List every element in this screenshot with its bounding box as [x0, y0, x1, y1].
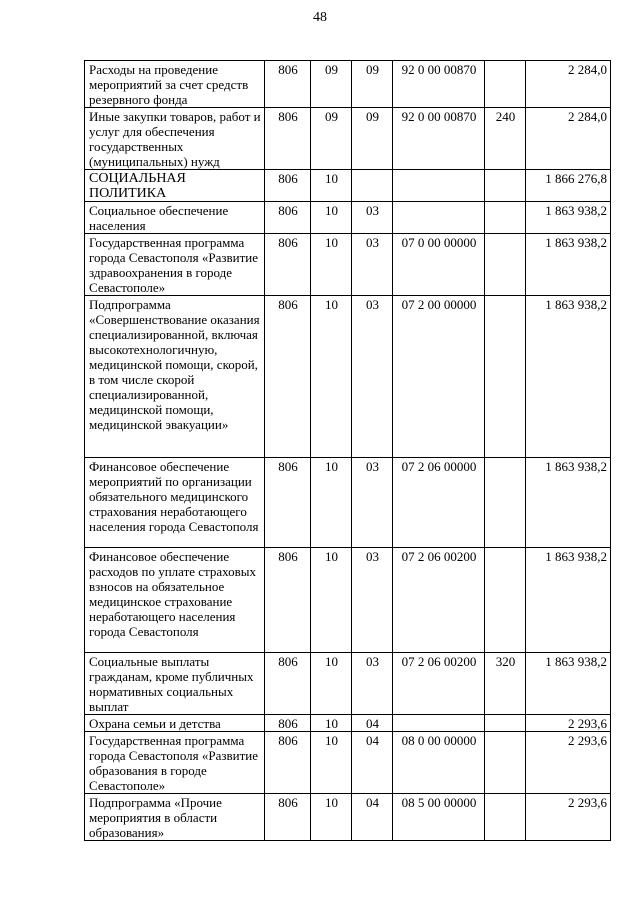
target-code: 92 0 00 00870 [393, 108, 485, 170]
target-code [393, 170, 485, 202]
amount: 2 293,6 [526, 715, 611, 732]
row-name: Социальное обеспечение населения [85, 202, 265, 234]
target-code: 08 0 00 00000 [393, 732, 485, 794]
row-name: Государственная программа города Севастополя «Развитие образования в городе Севастополе» [85, 732, 265, 794]
expense-kind-code [485, 458, 526, 548]
section-code: 10 [311, 715, 352, 732]
target-code: 07 0 00 00000 [393, 234, 485, 296]
row-name: Финансовое обеспечение расходов по уплате страховых взносов на обязательное медицинское страхование неработающего населения города Севастополя [85, 548, 265, 653]
table-row [85, 296, 611, 458]
target-code: 07 2 06 00000 [393, 458, 485, 548]
amount: 2 284,0 [526, 61, 611, 108]
table-row [85, 548, 611, 653]
section-code: 10 [311, 296, 352, 458]
expense-kind-code [485, 732, 526, 794]
amount: 2 293,6 [526, 732, 611, 794]
expense-kind-code [485, 715, 526, 732]
ministry-code: 806 [265, 234, 311, 296]
subsection-code: 03 [352, 653, 393, 715]
table-row [85, 108, 611, 170]
table-row [85, 653, 611, 715]
ministry-code: 806 [265, 170, 311, 202]
section-code: 10 [311, 732, 352, 794]
ministry-code: 806 [265, 108, 311, 170]
expense-kind-code [485, 61, 526, 108]
expense-kind-code [485, 170, 526, 202]
section-code: 10 [311, 794, 352, 841]
amount: 2 293,6 [526, 794, 611, 841]
row-name: Охрана семьи и детства [85, 715, 265, 732]
row-name: Государственная программа города Севастополя «Развитие здравоохранения в городе Севастополе» [85, 234, 265, 296]
amount: 1 863 938,2 [526, 234, 611, 296]
table-row [85, 794, 611, 841]
subsection-code: 03 [352, 202, 393, 234]
amount: 1 863 938,2 [526, 653, 611, 715]
expense-kind-code [485, 296, 526, 458]
target-code [393, 202, 485, 234]
page-number: 48 [313, 10, 327, 25]
target-code: 92 0 00 00870 [393, 61, 485, 108]
subsection-code: 04 [352, 732, 393, 794]
row-name: Расходы на проведение мероприятий за счет средств резервного фонда [85, 61, 265, 108]
amount: 1 863 938,2 [526, 458, 611, 548]
row-name: Подпрограмма «Прочие мероприятия в области образования» [85, 794, 265, 841]
subsection-code: 03 [352, 234, 393, 296]
row-name: Социальные выплаты гражданам, кроме публичных нормативных социальных выплат [85, 653, 265, 715]
target-code [393, 715, 485, 732]
subsection-code: 03 [352, 458, 393, 548]
expense-kind-code [485, 234, 526, 296]
section-code: 10 [311, 202, 352, 234]
expense-kind-code [485, 794, 526, 841]
row-name: СОЦИАЛЬНАЯ ПОЛИТИКА [85, 170, 265, 202]
subsection-code: 04 [352, 794, 393, 841]
ministry-code: 806 [265, 653, 311, 715]
table-row [85, 234, 611, 296]
target-code: 07 2 00 00000 [393, 296, 485, 458]
amount: 1 863 938,2 [526, 548, 611, 653]
ministry-code: 806 [265, 61, 311, 108]
amount: 1 863 938,2 [526, 296, 611, 458]
section-code: 09 [311, 61, 352, 108]
subsection-code [352, 170, 393, 202]
ministry-code: 806 [265, 296, 311, 458]
target-code: 07 2 06 00200 [393, 653, 485, 715]
table-row [85, 458, 611, 548]
table-row [85, 202, 611, 234]
expense-kind-code [485, 202, 526, 234]
ministry-code: 806 [265, 458, 311, 548]
ministry-code: 806 [265, 732, 311, 794]
subsection-code: 09 [352, 108, 393, 170]
subsection-code: 03 [352, 296, 393, 458]
section-code: 10 [311, 458, 352, 548]
row-name: Иные закупки товаров, работ и услуг для обеспечения государственных (муниципальных) нужд [85, 108, 265, 170]
section-code: 09 [311, 108, 352, 170]
row-name: Подпрограмма «Совершенствование оказания специализированной, включая высокотехнологичную, медицинской помощи, скорой, в том числе скорой специализированной, медицинской помощи, медицинской эвакуации» [85, 296, 265, 458]
ministry-code: 806 [265, 548, 311, 653]
table-body [85, 61, 611, 841]
subsection-code: 03 [352, 548, 393, 653]
expense-kind-code: 320 [485, 653, 526, 715]
table-row [85, 715, 611, 732]
row-name: Финансовое обеспечение мероприятий по организации обязательного медицинского страхования неработающего населения города Севастополя [85, 458, 265, 548]
section-code: 10 [311, 653, 352, 715]
expense-kind-code: 240 [485, 108, 526, 170]
expense-kind-code [485, 548, 526, 653]
table-row [85, 732, 611, 794]
ministry-code: 806 [265, 202, 311, 234]
subsection-code: 04 [352, 715, 393, 732]
ministry-code: 806 [265, 715, 311, 732]
section-code: 10 [311, 234, 352, 296]
subsection-code: 09 [352, 61, 393, 108]
amount: 1 863 938,2 [526, 202, 611, 234]
table-row [85, 170, 611, 202]
amount: 2 284,0 [526, 108, 611, 170]
section-code: 10 [311, 548, 352, 653]
target-code: 08 5 00 00000 [393, 794, 485, 841]
section-code: 10 [311, 170, 352, 202]
ministry-code: 806 [265, 794, 311, 841]
target-code: 07 2 06 00200 [393, 548, 485, 653]
amount: 1 866 276,8 [526, 170, 611, 202]
table-row [85, 61, 611, 108]
budget-table [84, 60, 611, 841]
